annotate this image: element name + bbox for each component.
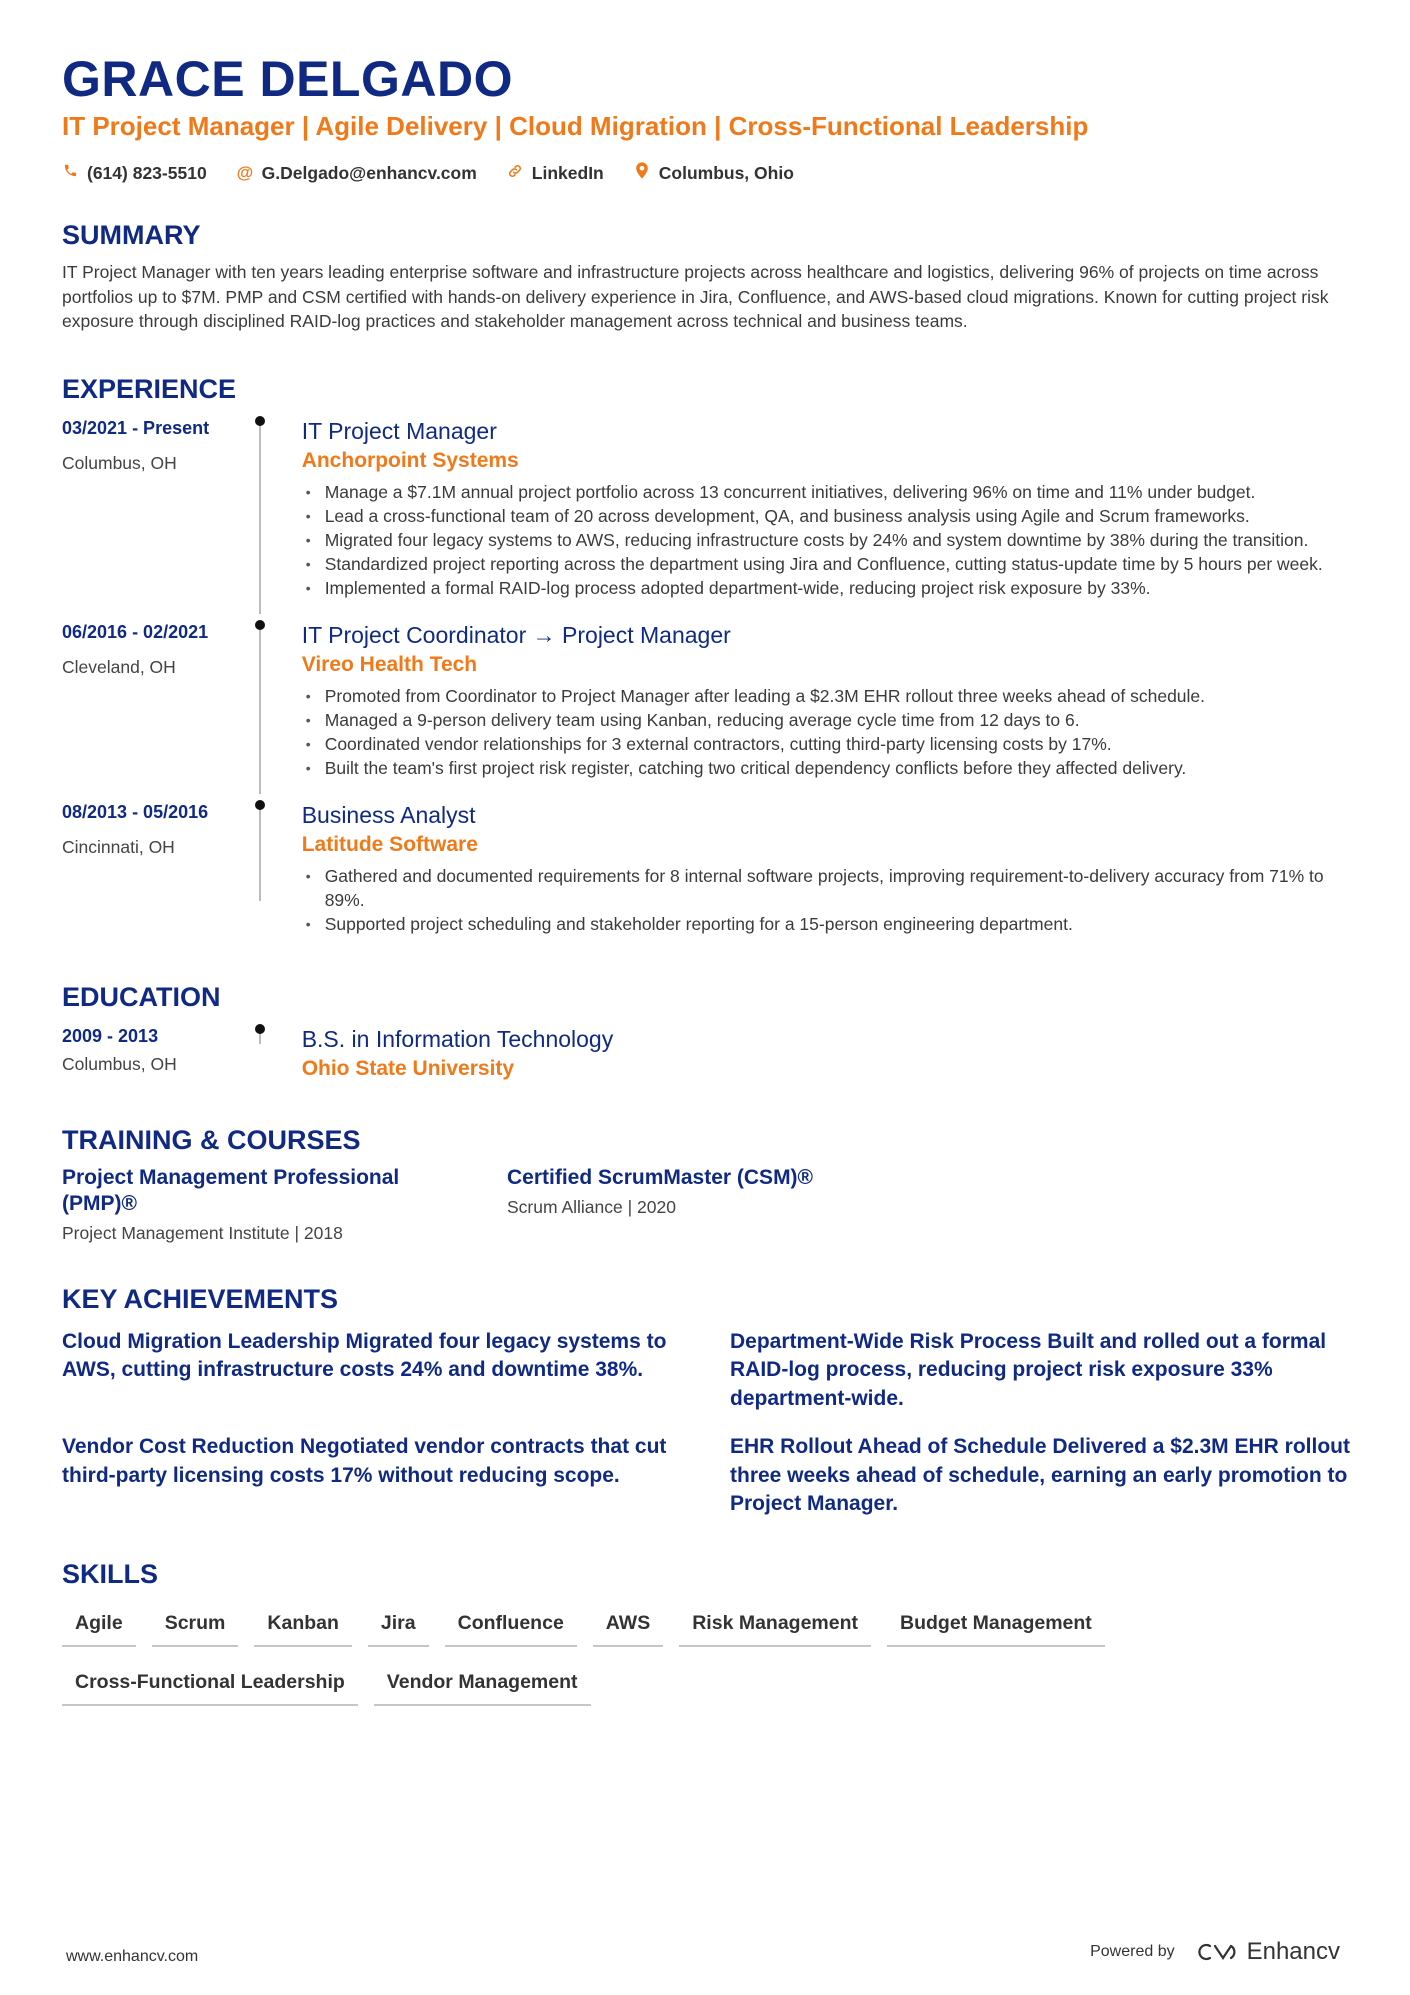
experience-role: IT Project Manager xyxy=(301,417,497,444)
location-pin-icon xyxy=(634,162,650,184)
achievements-grid xyxy=(62,1328,1362,1519)
skill-tag: Confluence xyxy=(445,1604,577,1647)
at-icon: @ xyxy=(236,163,254,182)
skill-tag: Budget Management xyxy=(887,1604,1105,1647)
enhancv-logo[interactable] xyxy=(1195,1938,1340,1966)
achievements-section xyxy=(62,1282,1362,1519)
timeline-dot xyxy=(255,1024,265,1034)
timeline-dot xyxy=(255,416,265,426)
skill-tag: Cross-Functional Leadership xyxy=(62,1663,358,1706)
experience-bullet: • Migrated four legacy systems to AWS, reducing infrastructure costs by 24% and system downtime by 38% during the transition. xyxy=(302,528,1362,552)
education-degree: B.S. in Information Technology xyxy=(301,1025,614,1052)
training-item-provider: Scrum Alliance | 2020 xyxy=(507,1196,676,1217)
skill-tag: Risk Management xyxy=(679,1604,871,1647)
training-item-provider: Project Management Institute | 2018 xyxy=(62,1222,343,1243)
experience-date: 03/2021 - Present xyxy=(62,417,210,438)
achievement-item: Department-Wide Risk Process Built and rolled out a formal RAID-log process, reducing project risk exposure 33% department-wide. xyxy=(730,1329,1327,1410)
training-item xyxy=(62,1165,447,1244)
experience-role: Business Analyst xyxy=(301,801,476,828)
link-icon xyxy=(507,163,523,184)
experience-bullet: • Manage a $7.1M annual project portfolio across 13 concurrent initiatives, delivering 96% on time and 11% under budget. xyxy=(302,480,1362,504)
footer-branding xyxy=(1090,1938,1340,1966)
contact-phone-text: (614) 823-5510 xyxy=(87,162,207,183)
experience-company: Latitude Software xyxy=(301,832,478,856)
candidate-name: GRACE DELGADO xyxy=(62,51,513,107)
phone-icon xyxy=(62,163,78,183)
contact-location xyxy=(634,162,794,184)
experience-bullet: • Coordinated vendor relationships for 3 external contractors, cutting third-party licensing costs by 17%. xyxy=(302,732,1362,756)
contact-phone xyxy=(62,162,207,184)
contact-bar xyxy=(62,162,1362,184)
experience-date: 06/2016 - 02/2021 xyxy=(62,621,209,642)
skill-tag: Scrum xyxy=(152,1604,239,1647)
contact-email[interactable] xyxy=(237,162,477,184)
experience-bullet: • Promoted from Coordinator to Project Manager after leading a $2.3M EHR rollout three weeks ahead of schedule. xyxy=(302,684,1362,708)
skill-tag: Agile xyxy=(62,1604,136,1647)
experience-bullets xyxy=(302,684,1362,780)
training-list xyxy=(62,1165,1362,1244)
experience-company: Anchorpoint Systems xyxy=(301,448,519,472)
contact-linkedin-text[interactable]: LinkedIn xyxy=(531,162,604,183)
achievement-item: Vendor Cost Reduction Negotiated vendor contracts that cut third-party licensing costs 17% without reducing scope. xyxy=(62,1435,667,1487)
experience-location: Columbus, OH xyxy=(62,452,177,473)
timeline-dot xyxy=(255,620,265,630)
skills-title: SKILLS xyxy=(62,1558,159,1589)
skill-tag: Vendor Management xyxy=(374,1663,591,1706)
experience-title: EXPERIENCE xyxy=(62,373,237,404)
experience-bullet: • Managed a 9-person delivery team using Kanban, reducing average cycle time from 12 days to 6. xyxy=(302,708,1362,732)
skill-tag: AWS xyxy=(593,1604,663,1647)
education-item xyxy=(62,1024,1362,1083)
experience-company: Vireo Health Tech xyxy=(301,652,478,676)
experience-bullet: • Lead a cross-functional team of 20 across development, QA, and business analysis using Agile and Scrum frameworks. xyxy=(302,504,1362,528)
contact-linkedin[interactable] xyxy=(507,162,604,184)
summary-text: IT Project Manager with ten years leading enterprise software and infrastructure projects across healthcare and logistics, delivering 96% of projects on time across portfolios up to $7M. PMP and CSM certified with hands-on delivery experience in Jira, Confluence, and AWS-based cloud migrations. Known for cutting project risk exposure through disciplined RAID-log practices and stakeholder management across technical and business teams. xyxy=(62,262,1329,331)
experience-bullet: • Gathered and documented requirements for 8 internal software projects, improving requirement-to-delivery accuracy from 71% to 89%. xyxy=(302,864,1362,912)
enhancv-logo-icon xyxy=(1195,1941,1239,1963)
timeline-line xyxy=(259,806,261,901)
powered-by-label: Powered by xyxy=(1090,1943,1175,1960)
training-item xyxy=(507,1165,892,1244)
experience-section xyxy=(62,372,1362,936)
achievements-title: KEY ACHIEVEMENTS xyxy=(62,1283,339,1314)
skill-tag: Jira xyxy=(368,1604,429,1647)
training-title: TRAINING & COURSES xyxy=(62,1124,361,1155)
experience-date: 08/2013 - 05/2016 xyxy=(62,801,209,822)
resume-header xyxy=(62,50,1362,184)
resume-page xyxy=(62,50,1362,1706)
experience-item xyxy=(62,620,1362,794)
skill-tag: Kanban xyxy=(254,1604,352,1647)
education-location: Columbus, OH xyxy=(62,1053,177,1074)
contact-location-text: Columbus, Ohio xyxy=(658,162,794,183)
experience-bullets xyxy=(302,864,1362,936)
skills-section xyxy=(62,1557,1362,1706)
enhancv-brand-text: Enhancv xyxy=(1246,1938,1340,1965)
experience-bullet: • Implemented a formal RAID-log process adopted department-wide, reducing project risk exposure by 33%. xyxy=(302,576,1362,600)
education-section xyxy=(62,980,1362,1083)
experience-item xyxy=(62,800,1362,936)
experience-bullet: • Supported project scheduling and stakeholder reporting for a 15-person engineering department. xyxy=(302,912,1362,936)
contact-email-text[interactable]: G.Delgado@enhancv.com xyxy=(261,162,477,183)
experience-bullet: • Built the team's first project risk register, catching two critical dependency conflicts before they affected delivery. xyxy=(302,756,1362,780)
achievement-item: EHR Rollout Ahead of Schedule Delivered a $2.3M EHR rollout three weeks ahead of schedule, earning an early promotion to Project Manager. xyxy=(730,1435,1350,1515)
experience-location: Cincinnati, OH xyxy=(62,836,175,857)
candidate-headline: IT Project Manager | Agile Delivery | Cloud Migration | Cross-Functional Leadership xyxy=(62,111,1089,141)
experience-role: IT Project Coordinator → Project Manager xyxy=(301,621,731,648)
education-title: EDUCATION xyxy=(62,981,221,1012)
timeline-line xyxy=(259,422,261,614)
experience-item xyxy=(62,416,1362,614)
training-item-title: Certified ScrumMaster (CSM)® xyxy=(507,1165,814,1189)
timeline-line xyxy=(259,626,261,794)
training-item-title: Project Management Professional (PMP)® xyxy=(62,1165,400,1215)
footer-website[interactable]: www.enhancv.com xyxy=(66,1948,199,1965)
achievement-item: Cloud Migration Leadership Migrated four legacy systems to AWS, cutting infrastructure costs 24% and downtime 38%. xyxy=(62,1329,667,1381)
education-date: 2009 - 2013 xyxy=(62,1025,159,1046)
summary-title: SUMMARY xyxy=(62,220,201,250)
timeline-dot xyxy=(255,800,265,810)
experience-bullet: • Standardized project reporting across the department using Jira and Confluence, cutting status-update time by 5 hours per week. xyxy=(302,552,1362,576)
summary-section xyxy=(62,218,1362,334)
experience-location: Cleveland, OH xyxy=(62,656,176,677)
skills-list xyxy=(62,1604,1362,1706)
education-school: Ohio State University xyxy=(301,1056,515,1080)
experience-bullets xyxy=(302,480,1362,600)
training-section xyxy=(62,1123,1362,1244)
